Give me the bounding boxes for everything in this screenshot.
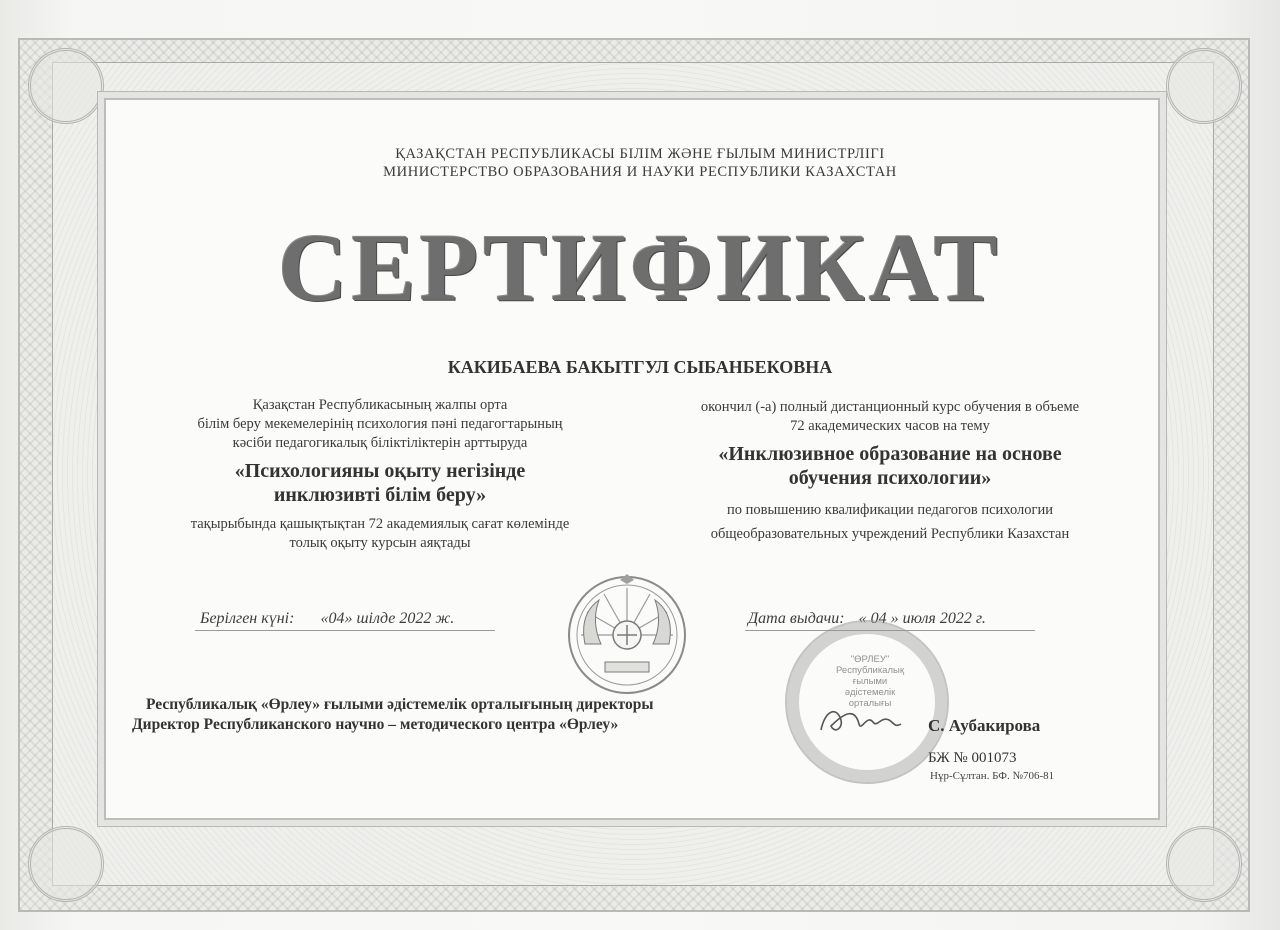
stamp-line: орталығы [848,698,892,709]
issue-date-kz-value: «04» шілде 2022 ж. [320,610,455,627]
issue-date-ru-label: Дата выдачи: [748,610,845,627]
signatory-name: С. Аубакирова [928,716,1041,735]
ru-intro-line: 72 академических часов на тему [790,418,990,434]
kz-intro-line: Қазақстан Республикасының жалпы орта [252,397,508,413]
certificate-title: СЕРТИФИКАТ [278,214,1002,321]
ru-course-title: «Инклюзивное образование на основе [718,443,1062,465]
ru-outro-line: общеобразовательных учреждений Республики Казахстан [710,526,1070,542]
corner-ornament-top-right [1166,48,1242,124]
state-emblem-icon [565,574,690,696]
ru-course-title: обучения психологии» [788,467,992,489]
right-column-ru [630,398,1150,546]
issue-date-ru-value: « 04 » июля 2022 г. [858,610,986,627]
left-column-kz [120,396,640,553]
corner-ornament-bottom-left [28,826,104,902]
serial-number: БЖ № 001073 [928,750,1017,766]
date-underline-left [195,630,495,631]
kz-outro-line: толық оқыту курсын аяқтады [289,535,471,551]
kz-course-title: инклюзивті білім беру» [273,484,487,506]
handwritten-signature [815,700,905,740]
ru-outro-line: по повышению квалификации педагогов психологии [726,502,1054,518]
ministry-name-ru: МИНИСТЕРСТВО ОБРАЗОВАНИЯ И НАУКИ РЕСПУБЛИКИ КАЗАХСТАН [383,164,897,180]
director-title-kz: Республикалық «Өрлеу» ғылыми әдістемелік орталығының директоры [146,696,654,713]
ministry-name-kz: ҚАЗАҚСТАН РЕСПУБЛИКАСЫ БІЛІМ ЖӘНЕ ҒЫЛЫМ МИНИСТРЛІГІ [395,146,885,162]
issue-date-kz-label: Берілген күні: [200,610,295,627]
corner-ornament-top-left [28,48,104,124]
recipient-name: КАКИБАЕВА БАКЫТГУЛ СЫБАНБЕКОВНА [447,357,833,377]
stamp-line: Республикалық [836,665,904,676]
kz-intro-line: кәсіби педагогикалық біліктіліктерін арттыруда [232,435,528,451]
stamp-line: ғылыми [852,676,888,687]
director-title-ru: Директор Республиканского научно – методического центра «Өрлеу» [132,716,619,733]
issue-date-kz [200,610,454,628]
printer-info: Нұр-Сұлтан. БФ. №706-81 [930,770,1055,782]
kz-outro-line: тақырыбында қашықтықтан 72 академиялық сағат көлемінде [190,516,570,532]
stamp-line: "ӨРЛЕУ" [850,654,890,665]
kz-course-title: «Психологияны оқыту негізінде [234,460,526,482]
stamp-line: әдістемелік [844,687,896,698]
ru-intro-line: окончил (-а) полный дистанционный курс обучения в объеме [700,399,1080,415]
corner-ornament-bottom-right [1166,826,1242,902]
kz-intro-line: білім беру мекемелерінің психология пәні педагогтарының [197,416,563,432]
